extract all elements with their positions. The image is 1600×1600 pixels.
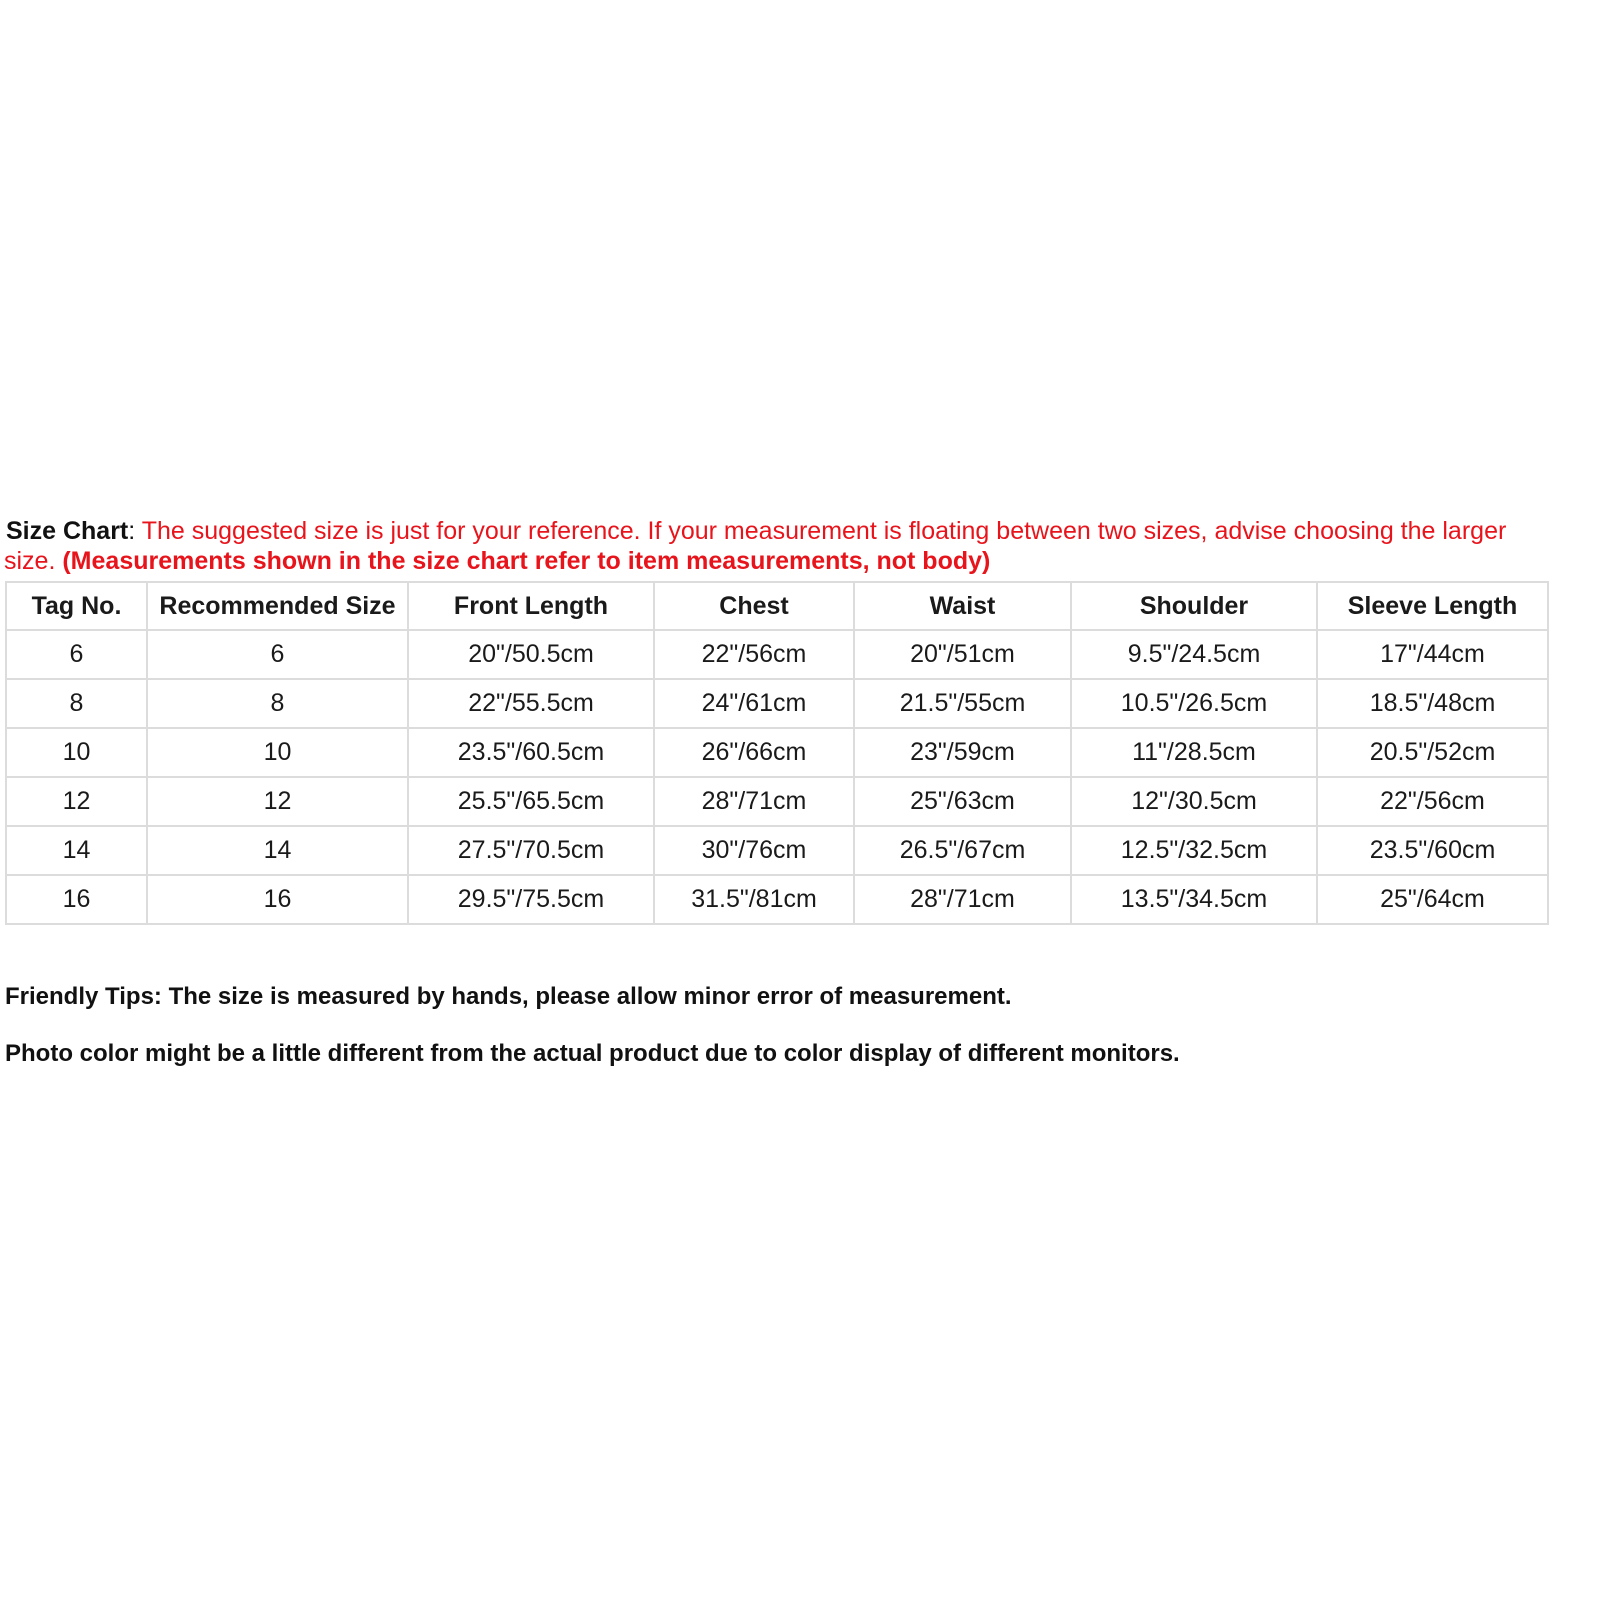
cell-front-length: 25.5"/65.5cm <box>408 777 654 826</box>
cell-waist: 21.5"/55cm <box>854 679 1071 728</box>
cell-front-length: 20"/50.5cm <box>408 630 654 679</box>
table-row <box>6 826 1548 875</box>
cell-sleeve-length: 23.5"/60cm <box>1317 826 1548 875</box>
cell-shoulder: 9.5"/24.5cm <box>1071 630 1317 679</box>
header-recommended-size: Recommended Size <box>147 582 408 630</box>
table-row <box>6 679 1548 728</box>
size-reference-note: The suggested size is just for your reference. If your measurement is floating between two sizes, advise choosing the larger <box>141 517 1507 545</box>
cell-sleeve-length: 20.5"/52cm <box>1317 728 1548 777</box>
cell-front-length: 23.5"/60.5cm <box>408 728 654 777</box>
cell-shoulder: 12"/30.5cm <box>1071 777 1317 826</box>
cell-front-length: 27.5"/70.5cm <box>408 826 654 875</box>
header-sleeve-length: Sleeve Length <box>1317 582 1548 630</box>
header-waist: Waist <box>854 582 1071 630</box>
cell-shoulder: 10.5"/26.5cm <box>1071 679 1317 728</box>
cell-sleeve-length: 25"/64cm <box>1317 875 1548 924</box>
cell-tag-no: 12 <box>6 777 147 826</box>
cell-front-length: 29.5"/75.5cm <box>408 875 654 924</box>
cell-tag-no: 8 <box>6 679 147 728</box>
cell-shoulder: 12.5"/32.5cm <box>1071 826 1317 875</box>
cell-chest: 22"/56cm <box>654 630 854 679</box>
cell-recommended-size: 10 <box>147 728 408 777</box>
header-front-length: Front Length <box>408 582 654 630</box>
cell-recommended-size: 8 <box>147 679 408 728</box>
intro-line-2 <box>4 546 1600 576</box>
cell-chest: 30"/76cm <box>654 826 854 875</box>
size-chart-colon: : <box>128 517 142 545</box>
cell-tag-no: 14 <box>6 826 147 875</box>
cell-shoulder: 13.5"/34.5cm <box>1071 875 1317 924</box>
size-chart-table <box>5 581 1549 925</box>
cell-waist: 28"/71cm <box>854 875 1071 924</box>
size-reference-note-continued: size. <box>4 547 63 575</box>
cell-sleeve-length: 17"/44cm <box>1317 630 1548 679</box>
cell-waist: 26.5"/67cm <box>854 826 1071 875</box>
cell-waist: 23"/59cm <box>854 728 1071 777</box>
size-chart-intro <box>6 516 1600 576</box>
table-row <box>6 630 1548 679</box>
cell-recommended-size: 6 <box>147 630 408 679</box>
table-header-row <box>6 582 1548 630</box>
cell-tag-no: 10 <box>6 728 147 777</box>
cell-sleeve-length: 18.5"/48cm <box>1317 679 1548 728</box>
cell-sleeve-length: 22"/56cm <box>1317 777 1548 826</box>
cell-waist: 20"/51cm <box>854 630 1071 679</box>
cell-shoulder: 11"/28.5cm <box>1071 728 1317 777</box>
measurement-disclaimer: (Measurements shown in the size chart refer to item measurements, not body) <box>62 547 991 575</box>
size-chart-label: Size Chart <box>6 517 129 545</box>
cell-chest: 24"/61cm <box>654 679 854 728</box>
cell-front-length: 22"/55.5cm <box>408 679 654 728</box>
intro-line-1 <box>6 516 1600 546</box>
table-row <box>6 875 1548 924</box>
cell-chest: 31.5"/81cm <box>654 875 854 924</box>
cell-chest: 28"/71cm <box>654 777 854 826</box>
cell-chest: 26"/66cm <box>654 728 854 777</box>
cell-recommended-size: 14 <box>147 826 408 875</box>
cell-tag-no: 16 <box>6 875 147 924</box>
header-shoulder: Shoulder <box>1071 582 1317 630</box>
header-chest: Chest <box>654 582 854 630</box>
cell-recommended-size: 12 <box>147 777 408 826</box>
photo-color-note: Photo color might be a little different from the actual product due to color display of different monitors. <box>5 1040 1180 1067</box>
header-tag-no: Tag No. <box>6 582 147 630</box>
friendly-tips: Friendly Tips: The size is measured by hands, please allow minor error of measurement. <box>5 983 1012 1010</box>
table-row <box>6 728 1548 777</box>
cell-tag-no: 6 <box>6 630 147 679</box>
cell-recommended-size: 16 <box>147 875 408 924</box>
cell-waist: 25"/63cm <box>854 777 1071 826</box>
table-row <box>6 777 1548 826</box>
